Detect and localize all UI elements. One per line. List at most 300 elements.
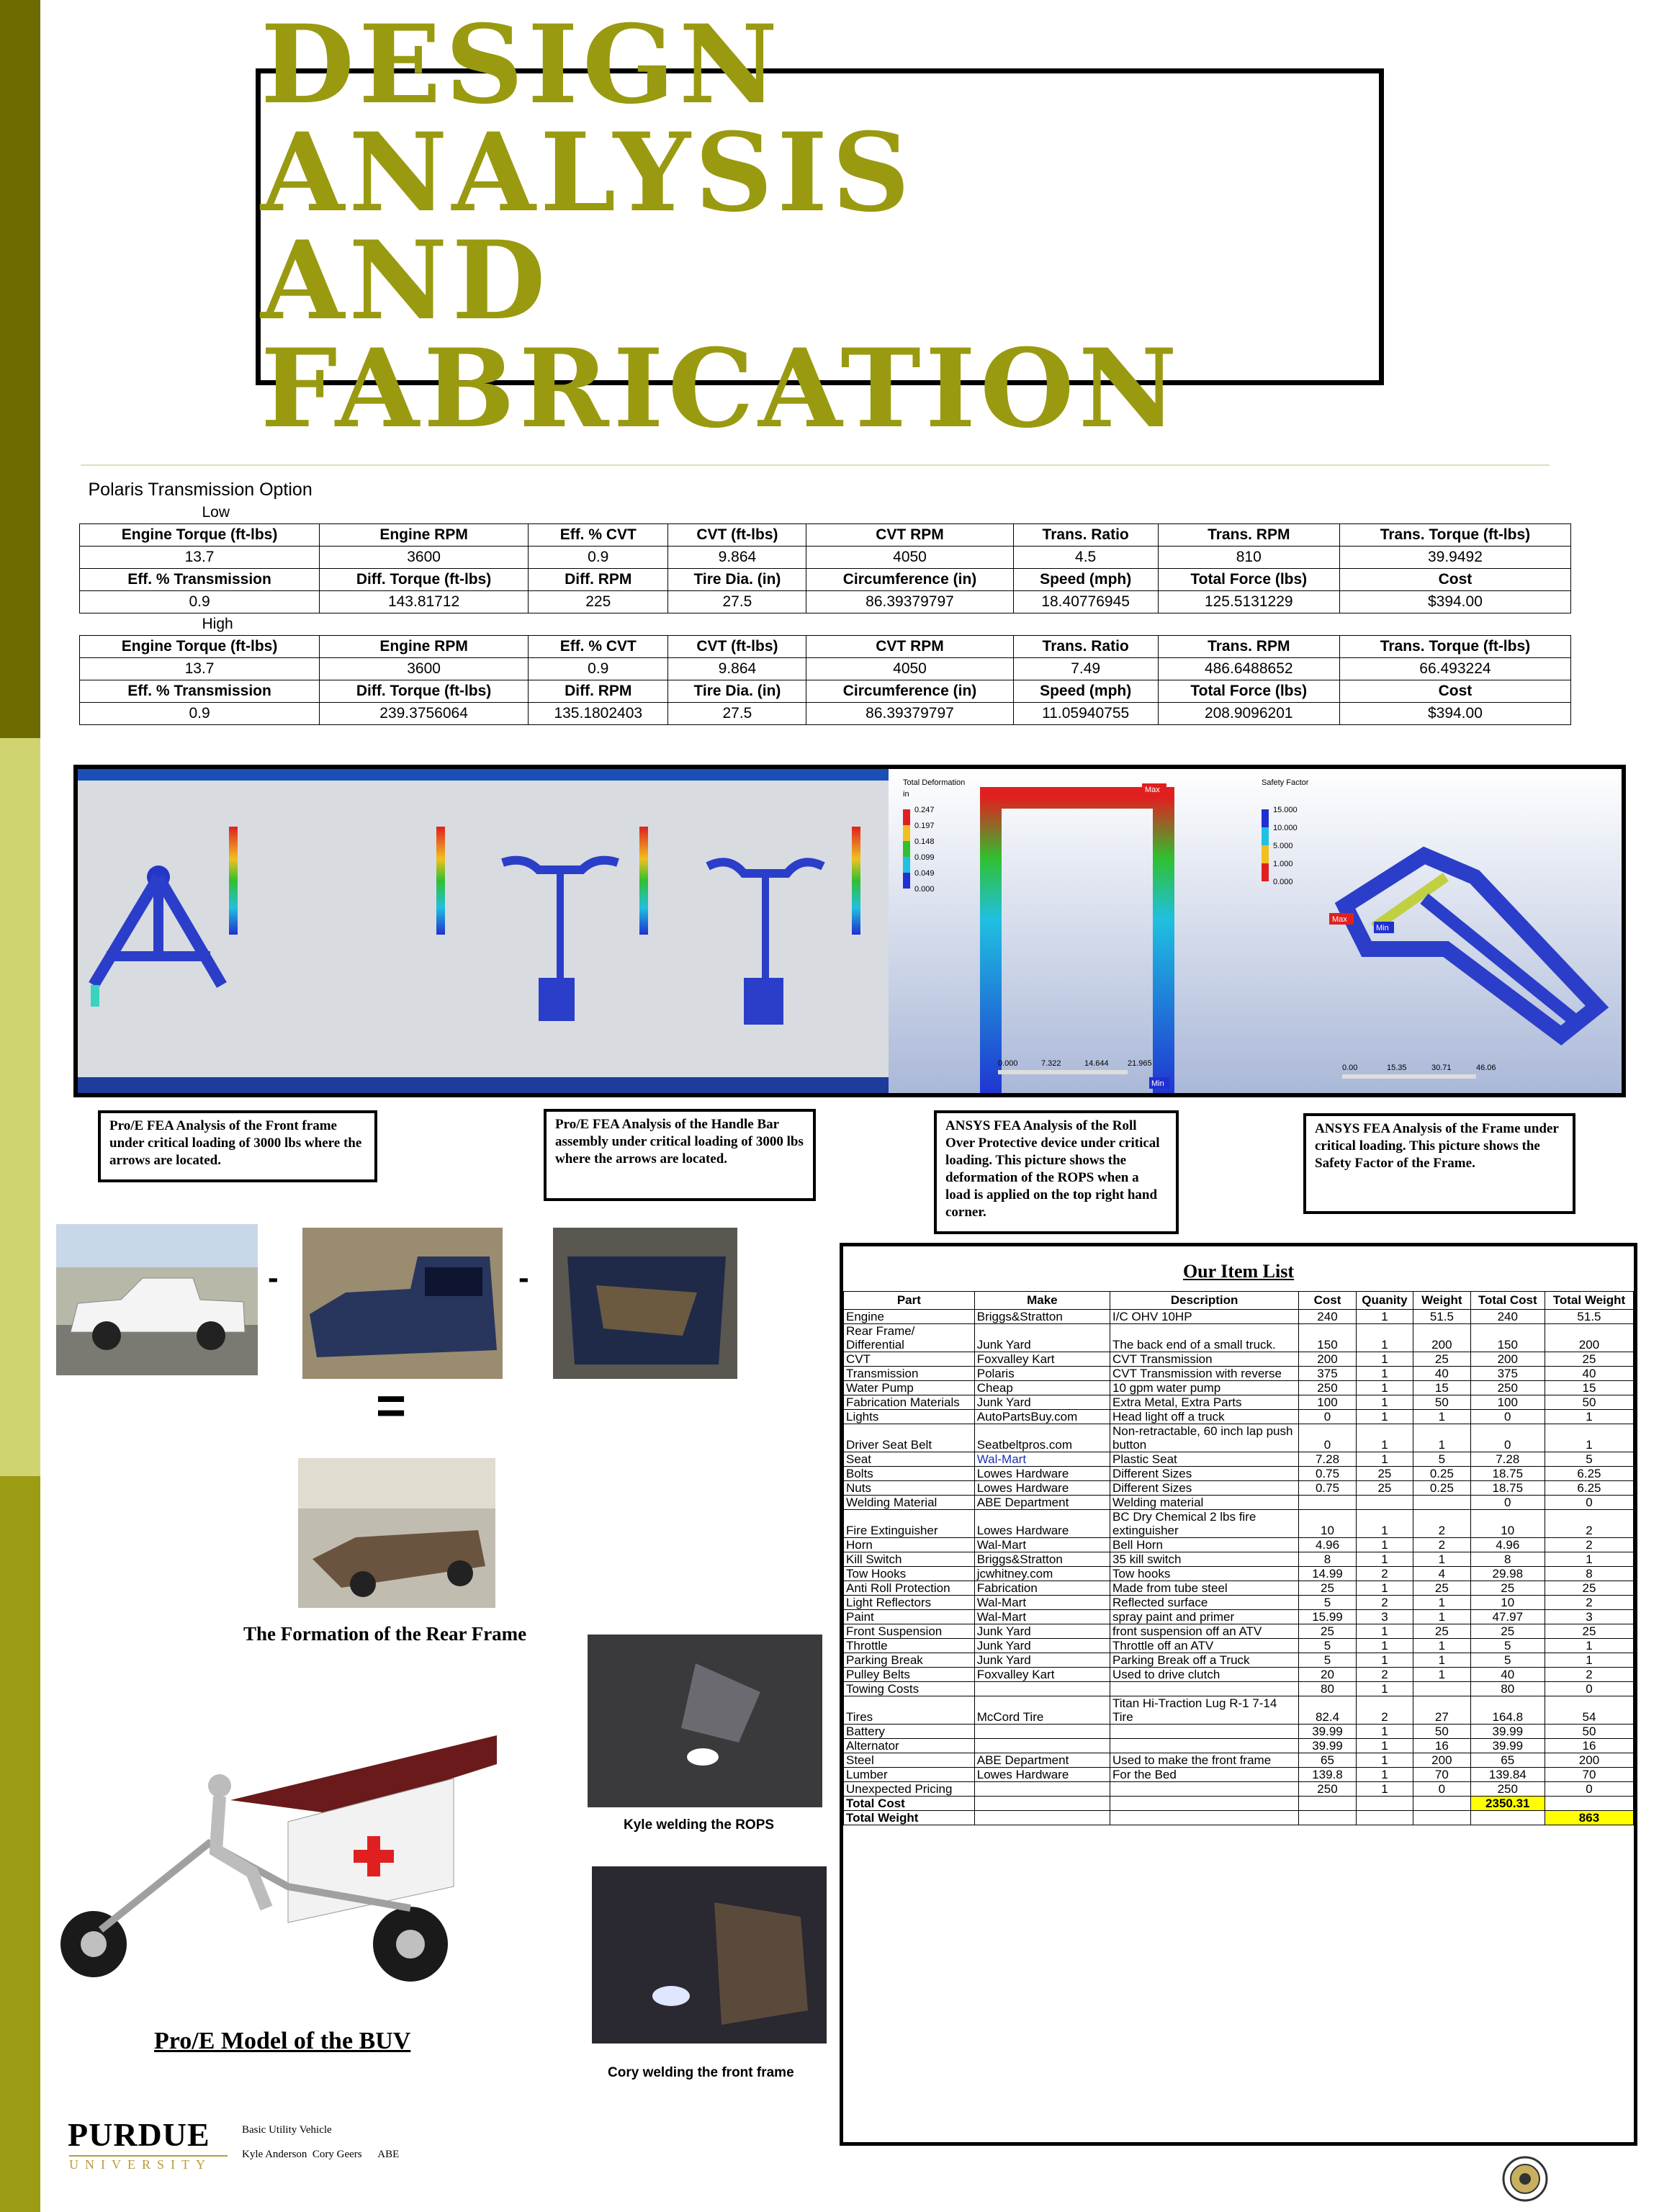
axis-tick: 0.000: [998, 1059, 1018, 1068]
table-row: [844, 1682, 1634, 1696]
total-weight-row: [844, 1811, 1634, 1825]
data-cell: 4050: [806, 547, 1013, 569]
column-header: Quanity: [1356, 1292, 1413, 1310]
table-cell: Reflected surface: [1110, 1596, 1299, 1610]
column-header: Circumference (in): [806, 680, 1013, 703]
table-cell: 1: [1356, 1395, 1413, 1410]
table-caption: Polaris Transmission Option: [88, 479, 313, 500]
table-row: [844, 1725, 1634, 1739]
table-caption-row: [80, 477, 1571, 502]
header-row: [80, 636, 1571, 658]
legend-tick: 0.247: [914, 806, 935, 814]
rops-min-label: Min: [1151, 1079, 1164, 1088]
table-row: [844, 1668, 1634, 1682]
table-cell: 5: [1299, 1653, 1356, 1668]
table-cell: 100: [1299, 1395, 1356, 1410]
legend-tick: 0.099: [914, 853, 935, 862]
table-cell: 5: [1470, 1653, 1545, 1668]
table-cell: 7.28: [1299, 1452, 1356, 1467]
legend-tick: 0.000: [1273, 878, 1293, 886]
table-cell: 1: [1545, 1410, 1633, 1424]
table-cell: 8: [1299, 1552, 1356, 1567]
table-cell: 20: [1299, 1668, 1356, 1682]
data-cell: 9.864: [668, 658, 806, 680]
title-line-1: DESIGN ANALYSIS: [261, 1, 914, 236]
fea-caption-handle-bar: Pro/E FEA Analysis of the Handle Bar assembly under critical loading of 3000 lbs where the arrows are located.: [544, 1109, 816, 1201]
table-row: [844, 1452, 1634, 1467]
legend-swatch: [903, 841, 910, 857]
legend-swatch: [903, 873, 910, 889]
legend-swatch: [1262, 827, 1269, 845]
table-cell: [1545, 1797, 1633, 1811]
table-cell: Throttle off an ATV: [1110, 1639, 1299, 1653]
data-cell: 0.9: [80, 703, 320, 725]
frame-max-label: Max: [1332, 915, 1347, 924]
data-cell: 9.864: [668, 547, 806, 569]
table-cell: 1: [1413, 1653, 1470, 1668]
column-header: Engine RPM: [320, 524, 529, 547]
table-cell: For the Bed: [1110, 1768, 1299, 1782]
table-cell: 0: [1470, 1424, 1545, 1452]
table-cell: [974, 1782, 1110, 1797]
table-cell: Briggs&Stratton: [974, 1310, 1110, 1324]
table-cell: 40: [1545, 1367, 1633, 1381]
table-cell: 10 gpm water pump: [1110, 1381, 1299, 1395]
table-cell: [1299, 1496, 1356, 1510]
table-cell: [974, 1811, 1110, 1825]
table-cell: 0: [1470, 1410, 1545, 1424]
table-cell: Briggs&Stratton: [974, 1552, 1110, 1567]
table-cell: [974, 1739, 1110, 1753]
axis-tick: 46.06: [1476, 1064, 1496, 1072]
table-cell: 51.5: [1413, 1310, 1470, 1324]
table-cell: CVT: [844, 1352, 975, 1367]
data-cell: 239.3756064: [320, 703, 529, 725]
table-cell: Throttle: [844, 1639, 975, 1653]
section-label: Low: [80, 502, 1571, 524]
table-cell: 139.8: [1299, 1768, 1356, 1782]
column-header: Speed (mph): [1013, 569, 1158, 591]
table-cell: 25: [1470, 1624, 1545, 1639]
table-cell: 1: [1413, 1424, 1470, 1452]
table-cell: 25: [1356, 1467, 1413, 1481]
table-cell: 0: [1545, 1782, 1633, 1797]
table-cell: 1: [1413, 1610, 1470, 1624]
deformation-title: Total Deformation: [903, 778, 966, 787]
poster-title: [256, 1, 1384, 452]
table-cell: Fabrication Materials: [844, 1395, 975, 1410]
column-header: Weight: [1413, 1292, 1470, 1310]
axis-bar: [1342, 1074, 1476, 1079]
legend-swatch: [903, 857, 910, 873]
column-header: CVT RPM: [806, 524, 1013, 547]
data-row: [80, 547, 1571, 569]
table-cell: 39.99: [1299, 1725, 1356, 1739]
data-cell: 486.6488652: [1158, 658, 1339, 680]
table-cell: 1: [1545, 1639, 1633, 1653]
table-cell: Fire Extinguisher: [844, 1510, 975, 1538]
column-header: Eff. % CVT: [529, 636, 668, 658]
minus-sign-2: -: [518, 1260, 529, 1295]
table-cell: 39.99: [1470, 1725, 1545, 1739]
table-cell: Foxvalley Kart: [974, 1668, 1110, 1682]
column-header: Tire Dia. (in): [668, 680, 806, 703]
table-cell: 0: [1470, 1496, 1545, 1510]
table-cell: spray paint and primer: [1110, 1610, 1299, 1624]
equals-sign: =: [376, 1377, 407, 1435]
table-cell: Lowes Hardware: [974, 1768, 1110, 1782]
deformation-unit: in: [903, 790, 909, 799]
column-header: CVT (ft-lbs): [668, 636, 806, 658]
table-cell: 40: [1413, 1367, 1470, 1381]
data-cell: 27.5: [668, 703, 806, 725]
table-cell: Lowes Hardware: [974, 1510, 1110, 1538]
table-cell: 50: [1545, 1395, 1633, 1410]
data-cell: 125.5131229: [1158, 591, 1339, 613]
table-cell: 1: [1356, 1624, 1413, 1639]
table-cell: 5: [1413, 1452, 1470, 1467]
table-cell: 1: [1356, 1653, 1413, 1668]
header-row: [80, 680, 1571, 703]
safety-title: Safety Factor: [1262, 778, 1309, 787]
table-cell: Welding material: [1110, 1496, 1299, 1510]
table-cell: [1413, 1496, 1470, 1510]
table-cell: 47.97: [1470, 1610, 1545, 1624]
table-row: [844, 1381, 1634, 1395]
table-cell: Tires: [844, 1696, 975, 1725]
kyle-caption: Kyle welding the ROPS: [624, 1817, 775, 1833]
table-cell: McCord Tire: [974, 1696, 1110, 1725]
table-row: [844, 1624, 1634, 1639]
table-cell: 54: [1545, 1696, 1633, 1725]
table-cell: 1: [1545, 1552, 1633, 1567]
item-list-title: Our Item List: [1182, 1261, 1295, 1282]
column-header: Circumference (in): [806, 569, 1013, 591]
logo-rule: [69, 2155, 228, 2157]
table-cell: 3: [1545, 1610, 1633, 1624]
total-cost-value: 2350.31: [1470, 1797, 1545, 1811]
table-cell: [1110, 1782, 1299, 1797]
table-cell: Battery: [844, 1725, 975, 1739]
table-row: [844, 1395, 1634, 1410]
legend-tick: 0.049: [914, 869, 935, 878]
fea-caption-front-frame: Pro/E FEA Analysis of the Front frame under critical loading of 3000 lbs where the arrows are located.: [98, 1110, 377, 1182]
table-cell: 200: [1299, 1352, 1356, 1367]
table-cell: 1: [1356, 1639, 1413, 1653]
table-cell: jcwhitney.com: [974, 1567, 1110, 1581]
total-cost-label: Total Cost: [844, 1797, 975, 1811]
data-cell: 13.7: [80, 658, 320, 680]
data-cell: 18.40776945: [1013, 591, 1158, 613]
column-header: Trans. RPM: [1158, 636, 1339, 658]
table-cell: 240: [1470, 1310, 1545, 1324]
table-cell: Junk Yard: [974, 1395, 1110, 1410]
legend-tick: 0.148: [914, 837, 935, 846]
table-cell: Bell Horn: [1110, 1538, 1299, 1552]
cory-welding-photo: [592, 1866, 827, 2044]
table-cell: Wal-Mart: [974, 1538, 1110, 1552]
data-cell: 86.39379797: [806, 703, 1013, 725]
column-header: Cost: [1299, 1292, 1356, 1310]
header-row: [844, 1292, 1634, 1310]
table-cell: Front Suspension: [844, 1624, 975, 1639]
model-caption: Pro/E Model of the BUV: [154, 2028, 411, 2054]
table-cell: 25: [1545, 1352, 1633, 1367]
table-cell: Steel: [844, 1753, 975, 1768]
sidebar-band-middle: [0, 738, 40, 1476]
table-cell: 375: [1470, 1367, 1545, 1381]
table-row: [844, 1481, 1634, 1496]
table-cell: 18.75: [1470, 1481, 1545, 1496]
table-cell: 82.4: [1299, 1696, 1356, 1725]
table-cell: 1: [1356, 1452, 1413, 1467]
table-cell: 100: [1470, 1395, 1545, 1410]
table-cell: 1: [1356, 1424, 1413, 1452]
table-cell: 2: [1413, 1538, 1470, 1552]
column-header: CVT (ft-lbs): [668, 524, 806, 547]
table-cell: 35 kill switch: [1110, 1552, 1299, 1567]
table-cell: Used to drive clutch: [1110, 1668, 1299, 1682]
table-cell: ABE Department: [974, 1496, 1110, 1510]
table-cell: [974, 1797, 1110, 1811]
table-cell: 139.84: [1470, 1768, 1545, 1782]
table-cell: 10: [1470, 1510, 1545, 1538]
table-cell: 200: [1545, 1753, 1633, 1768]
table-cell: Parking Break off a Truck: [1110, 1653, 1299, 1668]
table-row: [844, 1310, 1634, 1324]
axis-tick: 14.644: [1084, 1059, 1109, 1068]
table-cell: 1: [1356, 1739, 1413, 1753]
university-seal: [1502, 2156, 1548, 2202]
table-cell: 0: [1545, 1496, 1633, 1510]
table-cell: 50: [1545, 1725, 1633, 1739]
table-cell: 25: [1299, 1581, 1356, 1596]
table-cell: 1: [1413, 1639, 1470, 1653]
footer-project: Basic Utility Vehicle: [242, 2124, 332, 2136]
data-cell: 0.9: [529, 658, 668, 680]
table-cell: 25: [1545, 1624, 1633, 1639]
table-cell: 1: [1356, 1682, 1413, 1696]
column-header: Diff. RPM: [529, 569, 668, 591]
axis-tick: 21.965: [1128, 1059, 1152, 1068]
table-cell: Head light off a truck: [1110, 1410, 1299, 1424]
column-header: Trans. Torque (ft-lbs): [1339, 524, 1570, 547]
axis-tick: 30.71: [1431, 1064, 1452, 1072]
column-header: Part: [844, 1292, 975, 1310]
column-header: Speed (mph): [1013, 680, 1158, 703]
table-cell: 0.25: [1413, 1467, 1470, 1481]
table-cell: 6.25: [1545, 1481, 1633, 1496]
table-cell: 5: [1470, 1639, 1545, 1653]
table-row: [844, 1653, 1634, 1668]
legend-swatch: [1262, 845, 1269, 863]
table-cell: [1470, 1811, 1545, 1825]
table-cell: 1: [1413, 1596, 1470, 1610]
axis-bar: [998, 1070, 1128, 1074]
table-cell: 65: [1299, 1753, 1356, 1768]
table-cell: [1413, 1682, 1470, 1696]
table-cell: [1413, 1797, 1470, 1811]
rear-frame-photo: [298, 1458, 495, 1608]
table-cell: 80: [1470, 1682, 1545, 1696]
table-cell: Tow Hooks: [844, 1567, 975, 1581]
table-cell: 15: [1545, 1381, 1633, 1395]
table-cell: Engine: [844, 1310, 975, 1324]
table-cell: Made from tube steel: [1110, 1581, 1299, 1596]
table-cell: Parking Break: [844, 1653, 975, 1668]
legend-tick: 0.197: [914, 822, 935, 830]
table-cell: 1: [1356, 1753, 1413, 1768]
table-row: [844, 1367, 1634, 1381]
data-row: [80, 591, 1571, 613]
table-cell: 2: [1356, 1696, 1413, 1725]
table-cell: 5: [1299, 1596, 1356, 1610]
table-cell: 1: [1545, 1653, 1633, 1668]
table-cell: 50: [1413, 1395, 1470, 1410]
table-cell: 25: [1299, 1624, 1356, 1639]
column-header: Engine Torque (ft-lbs): [80, 636, 320, 658]
table-cell: 25: [1413, 1352, 1470, 1367]
legend-swatch: [1262, 863, 1269, 881]
data-cell: 225: [529, 591, 668, 613]
header-row: [80, 569, 1571, 591]
data-cell: 0.9: [80, 591, 320, 613]
table-cell: Alternator: [844, 1739, 975, 1753]
table-row: [844, 1768, 1634, 1782]
data-cell: 0.9: [529, 547, 668, 569]
table-cell: 0.75: [1299, 1481, 1356, 1496]
table-row: [844, 1496, 1634, 1510]
table-cell: 5: [1299, 1639, 1356, 1653]
table-cell: 1: [1356, 1581, 1413, 1596]
column-header: Eff. % CVT: [529, 524, 668, 547]
table-cell: 1: [1545, 1424, 1633, 1452]
table-cell: CVT Transmission with reverse: [1110, 1367, 1299, 1381]
table-row: [844, 1410, 1634, 1424]
data-cell: 135.1802403: [529, 703, 668, 725]
table-cell: Junk Yard: [974, 1324, 1110, 1352]
table-cell: 27: [1413, 1696, 1470, 1725]
section-label-row: [80, 613, 1571, 636]
table-cell: 1: [1356, 1768, 1413, 1782]
column-header: Engine RPM: [320, 636, 529, 658]
rear-frame-caption: The Formation of the Rear Frame: [243, 1623, 527, 1645]
data-cell: 13.7: [80, 547, 320, 569]
data-row: [80, 658, 1571, 680]
column-header: Total Weight: [1545, 1292, 1633, 1310]
data-cell: 7.49: [1013, 658, 1158, 680]
table-cell: Wal-Mart: [974, 1596, 1110, 1610]
table-cell: Anti Roll Protection: [844, 1581, 975, 1596]
table-cell: Lowes Hardware: [974, 1481, 1110, 1496]
table-cell: 1: [1356, 1324, 1413, 1352]
table-cell: [1299, 1811, 1356, 1825]
table-cell: Driver Seat Belt: [844, 1424, 975, 1452]
legend-swatch: [903, 825, 910, 841]
table-cell: 250: [1299, 1782, 1356, 1797]
table-cell: Foxvalley Kart: [974, 1352, 1110, 1367]
table-cell: 4.96: [1470, 1538, 1545, 1552]
item-list-table: [843, 1291, 1634, 1825]
header-row: [80, 524, 1571, 547]
table-row: [844, 1696, 1634, 1725]
table-cell: 0: [1413, 1782, 1470, 1797]
table-cell: The back end of a small truck.: [1110, 1324, 1299, 1352]
table-row: [844, 1739, 1634, 1753]
column-header: Trans. Torque (ft-lbs): [1339, 636, 1570, 658]
rops-max-label: Max: [1145, 786, 1160, 794]
column-header: Diff. Torque (ft-lbs): [320, 569, 529, 591]
table-cell: 0.75: [1299, 1467, 1356, 1481]
table-cell: [1110, 1725, 1299, 1739]
table-cell: 39.99: [1470, 1739, 1545, 1753]
table-row: [844, 1552, 1634, 1567]
legend-tick: 5.000: [1273, 842, 1293, 850]
sidebar-band-top: [0, 0, 40, 738]
table-cell: 15.99: [1299, 1610, 1356, 1624]
table-cell: 1: [1413, 1552, 1470, 1567]
table-row: [844, 1782, 1634, 1797]
column-header: Cost: [1339, 680, 1570, 703]
table-cell: front suspension off an ATV: [1110, 1624, 1299, 1639]
data-cell: 27.5: [668, 591, 806, 613]
fea-screenshots: [78, 769, 1622, 1093]
table-cell: 1: [1356, 1538, 1413, 1552]
table-cell: [974, 1725, 1110, 1739]
data-cell: 143.81712: [320, 591, 529, 613]
section-label: High: [80, 613, 1571, 636]
column-header: Total Force (lbs): [1158, 680, 1339, 703]
table-cell: 250: [1470, 1782, 1545, 1797]
table-cell: 1: [1356, 1552, 1413, 1567]
cory-caption: Cory welding the front frame: [608, 2065, 794, 2080]
truck-bed-photo: [553, 1228, 737, 1379]
table-cell: 10: [1299, 1510, 1356, 1538]
table-cell: Kill Switch: [844, 1552, 975, 1567]
table-cell: Polaris: [974, 1367, 1110, 1381]
table-cell: 1: [1356, 1310, 1413, 1324]
data-cell: 39.9492: [1339, 547, 1570, 569]
table-cell: Water Pump: [844, 1381, 975, 1395]
data-cell: 86.39379797: [806, 591, 1013, 613]
table-cell: Light Reflectors: [844, 1596, 975, 1610]
column-header: Diff. Torque (ft-lbs): [320, 680, 529, 703]
table-cell: 50: [1413, 1725, 1470, 1739]
table-cell: Cheap: [974, 1381, 1110, 1395]
table-cell: Paint: [844, 1610, 975, 1624]
table-cell: Seat: [844, 1452, 975, 1467]
column-header: Engine Torque (ft-lbs): [80, 524, 320, 547]
table-cell: 240: [1299, 1310, 1356, 1324]
table-cell: 40: [1470, 1668, 1545, 1682]
table-cell: CVT Transmission: [1110, 1352, 1299, 1367]
axis-tick: 0.00: [1342, 1064, 1358, 1072]
table-cell: 3: [1356, 1610, 1413, 1624]
legend-swatch: [1262, 809, 1269, 827]
data-cell: 208.9096201: [1158, 703, 1339, 725]
legend-tick: 1.000: [1273, 860, 1293, 868]
table-row: [844, 1538, 1634, 1552]
table-cell: 2: [1356, 1668, 1413, 1682]
table-cell: Horn: [844, 1538, 975, 1552]
footer-names: Kyle Anderson Cory Geers ABE: [242, 2149, 400, 2160]
buv-model-render: [50, 1671, 497, 2002]
table-cell: 150: [1299, 1324, 1356, 1352]
fea-image-strip: [73, 765, 1626, 1097]
section-label-row: [80, 502, 1571, 524]
table-cell: Lumber: [844, 1768, 975, 1782]
column-header: Tire Dia. (in): [668, 569, 806, 591]
